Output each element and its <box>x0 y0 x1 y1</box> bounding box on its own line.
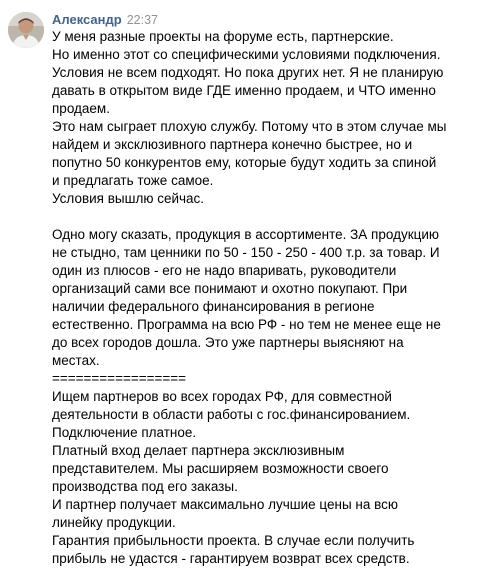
message-line: попутно 50 конкурентов ему, которые будут ходить за спиной <box>52 155 437 170</box>
message-line: местах. <box>52 353 100 368</box>
message-text <box>52 28 470 568</box>
message-line: Гарантия прибыльности проекта. В случае если получить <box>52 533 415 548</box>
message-line: естественно. Программа на всю РФ - но тем не менее еще не <box>52 317 441 332</box>
message-line: не стыдно, там ценники по 50 - 150 - 250 - 400 т.р. за товар. И <box>52 245 440 260</box>
message-line: до всех городов дошла. Это уже партнеры выясняют на <box>52 335 404 350</box>
message-line: один из плюсов - его не надо впаривать, руководители <box>52 263 397 278</box>
avatar-photo <box>8 12 44 48</box>
message-header <box>52 10 158 30</box>
message-line: продаем. <box>52 101 110 116</box>
author-name[interactable]: Александр <box>52 12 122 27</box>
message-line: представителем. Мы расширяем возможности своего <box>52 461 389 476</box>
message-line: давать в открытом виде ГДЕ именно продаем, и ЧТО именно <box>52 83 436 98</box>
message-line: Это нам сыграет плохую службу. Потому что в этом случае мы <box>52 119 447 134</box>
message-line: прибыль не удастся - гарантируем возврат всех средств. <box>52 551 410 566</box>
message-line: И партнер получает максимально лучшие цены на всю <box>52 497 399 512</box>
message-line: производства под его заказы. <box>52 479 238 494</box>
message-line: организаций сами все понимают и охотно покупают. При <box>52 281 408 296</box>
message-line: ================= <box>52 371 187 386</box>
message-line: У меня разные проекты на форуме есть, партнерские. <box>52 29 394 44</box>
message-line: деятельности в области работы с гос.финансированием. <box>52 407 411 422</box>
message-line: Но именно этот со специфическими условиями подключения. <box>52 47 441 62</box>
message-time[interactable]: 22:37 <box>126 13 158 27</box>
message-line: Условия не всем подходят. Но пока других нет. Я не планирую <box>52 65 444 80</box>
message-line: Подключение платное. <box>52 425 197 440</box>
message-line: и предлагать тоже самое. <box>52 173 214 188</box>
message-line: Условия вышлю сейчас. <box>52 191 205 206</box>
paragraph-gap <box>52 208 470 226</box>
user-avatar-icon[interactable] <box>8 12 44 48</box>
message-line: Платный вход делает партнера эксклюзивным <box>52 443 345 458</box>
message-line: линейку продукции. <box>52 515 176 530</box>
message-line: Одно могу сказать, продукция в ассортименте. ЗА продукцию <box>52 227 440 242</box>
message-line: Ищем партнеров во всех городах РФ, для совместной <box>52 389 392 404</box>
message-line: наличии федерального финансирования в регионе <box>52 299 375 314</box>
message-line: найдем и эксклюзивного партнера конечно быстрее, но и <box>52 137 413 152</box>
